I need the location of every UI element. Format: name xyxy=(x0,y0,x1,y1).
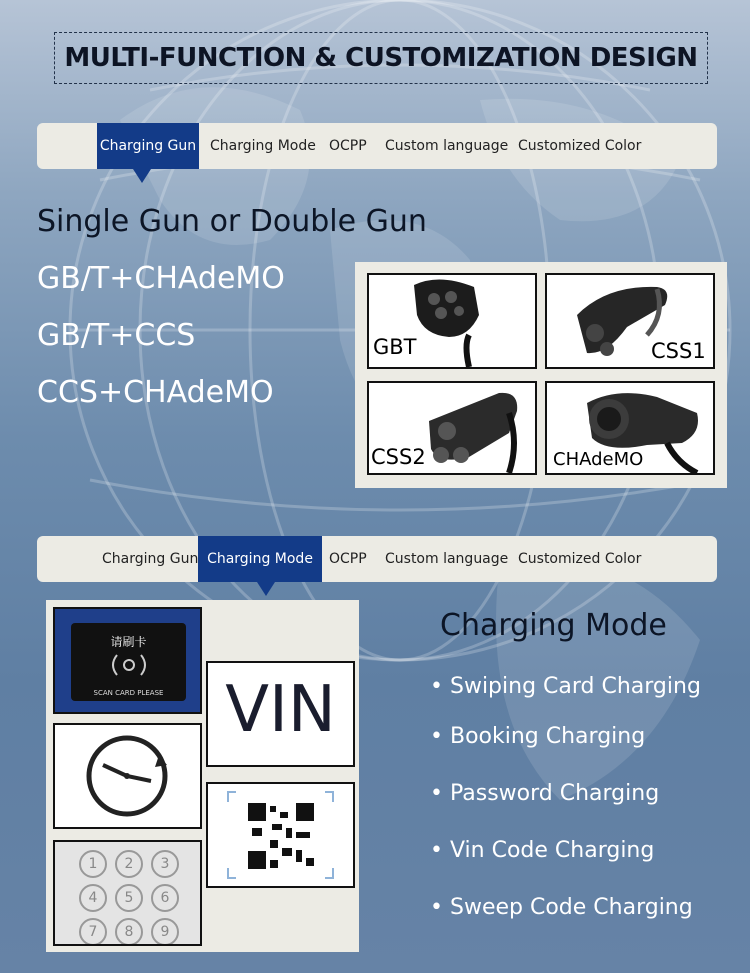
card-english-text: SCAN CARD PLEASE xyxy=(93,689,164,697)
active-tab-pointer xyxy=(257,582,275,596)
gbt-image xyxy=(367,273,537,369)
keypad-key: 4 xyxy=(79,884,107,912)
mode-list-item: • Vin Code Charging xyxy=(430,838,655,863)
gun-option: GB/T+CHAdeMO xyxy=(37,261,285,296)
tab-charging-mode[interactable]: Charging Mode xyxy=(198,536,322,582)
tab-charging-gun[interactable]: Charging Gun xyxy=(102,551,199,567)
gun-heading: Single Gun or Double Gun xyxy=(37,204,427,239)
tab-customized-color[interactable]: Customized Color xyxy=(518,551,642,567)
clock-image xyxy=(53,723,202,829)
gun-label: CSS1 xyxy=(651,339,706,363)
clock-icon xyxy=(55,725,200,827)
page-title-box xyxy=(54,32,708,84)
mode-list-item: • Booking Charging xyxy=(430,724,646,749)
tab-ocpp[interactable]: OCPP xyxy=(329,138,367,154)
tab-charging-mode[interactable]: Charging Mode xyxy=(210,138,316,154)
keypad-key: 9 xyxy=(151,918,179,946)
tab-custom-language[interactable]: Custom language xyxy=(385,551,509,567)
mode-heading: Charging Mode xyxy=(440,608,667,643)
tab-custom-language[interactable]: Custom language xyxy=(385,138,509,154)
gun-label: CHAdeMO xyxy=(553,449,644,470)
keypad-key: 5 xyxy=(115,884,143,912)
ccs1-image xyxy=(545,273,715,369)
vin-text: VIN xyxy=(225,673,336,747)
mode-item-label: Vin Code Charging xyxy=(449,838,655,863)
mode-item-label: Booking Charging xyxy=(449,724,646,749)
mode-item-label: Password Charging xyxy=(449,781,660,806)
tab-charging-gun[interactable]: Charging Gun xyxy=(97,123,199,169)
mode-list-item: • Password Charging xyxy=(430,781,660,806)
keypad-grid xyxy=(79,850,181,946)
gun-label: GBT xyxy=(373,335,417,359)
chademo-image xyxy=(545,381,715,475)
tab-customized-color[interactable]: Customized Color xyxy=(518,138,642,154)
keypad-key: 6 xyxy=(151,884,179,912)
active-tab-pointer xyxy=(133,169,151,183)
gun-option: GB/T+CCS xyxy=(37,318,196,353)
gun-option: CCS+CHAdeMO xyxy=(37,375,274,410)
qr-image xyxy=(206,782,355,888)
contactless-icon xyxy=(105,651,153,679)
tabbar-mid xyxy=(37,536,717,582)
page-title: MULTI-FUNCTION & CUSTOMIZATION DESIGN xyxy=(64,43,698,73)
keypad-image xyxy=(53,840,202,946)
vin-image xyxy=(206,661,355,767)
mode-item-label: Swiping Card Charging xyxy=(449,674,701,699)
keypad-key: 3 xyxy=(151,850,179,878)
mode-list-item: • Swiping Card Charging xyxy=(430,674,701,699)
gun-label: CSS2 xyxy=(371,445,426,469)
card-image xyxy=(53,607,202,714)
keypad-key: 7 xyxy=(79,918,107,946)
qr-code-icon xyxy=(208,784,353,886)
card-chinese-text: 请刷卡 xyxy=(110,635,147,649)
ccs2-image xyxy=(367,381,537,475)
tab-ocpp[interactable]: OCPP xyxy=(329,551,367,567)
tabbar-top xyxy=(37,123,717,169)
keypad-key: 8 xyxy=(115,918,143,946)
keypad-key: 1 xyxy=(79,850,107,878)
mode-item-label: Sweep Code Charging xyxy=(449,895,693,920)
mode-list-item: • Sweep Code Charging xyxy=(430,895,693,920)
keypad-key: 2 xyxy=(115,850,143,878)
